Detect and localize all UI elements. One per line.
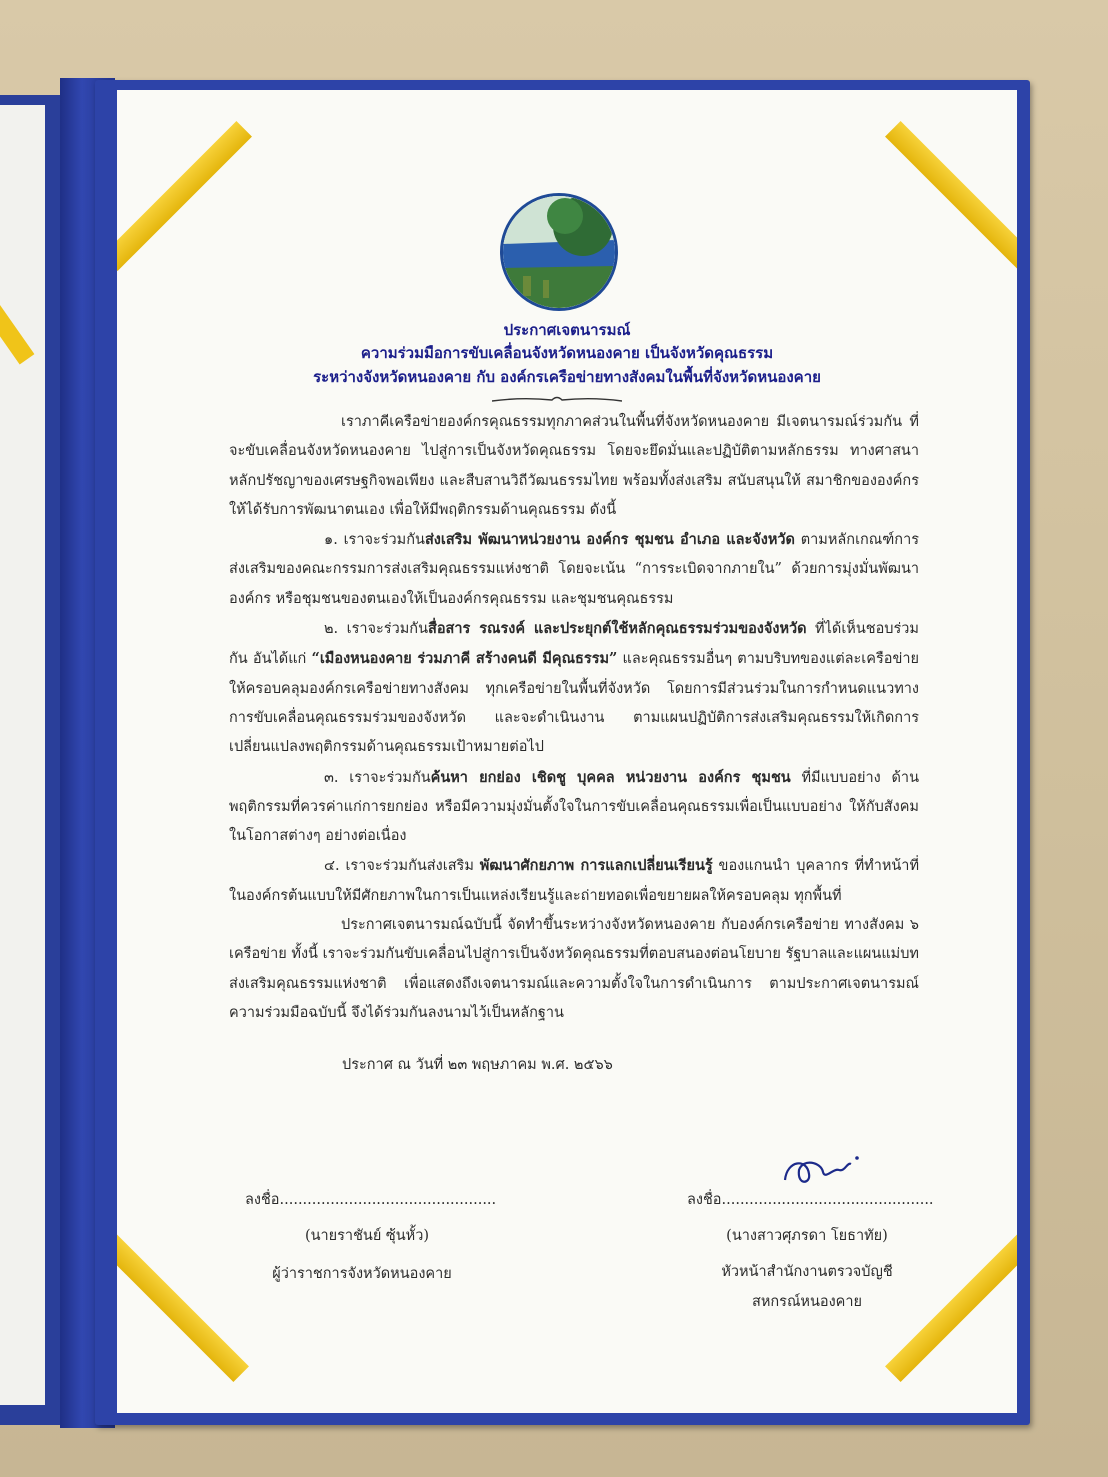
left-sign-line: ลงชื่อ............................................... (245, 1192, 497, 1208)
right-signer-name: (นางสาวศุภรดา โยธาทัย) (726, 1228, 888, 1244)
item-1-bold: ส่งเสริม พัฒนาหน่วยงาน องค์กร ชุมชน อำเภอ และจังหวัด (424, 531, 795, 549)
corner-ribbon-top-left (117, 121, 252, 271)
item-1-text: ตามหลักเกณฑ์การส่งเสริมของคณะกรรมการส่งเสริมคุณธรรมแห่งชาติ โดยจะเน้น “การระเบิดจากภายใน” ด้วยการมุ่งมั่นพัฒนาองค์กร หรือชุมชนของตนเองให้เป็นองค์กรคุณธรรม และชุมชนคุณธรรม (229, 532, 920, 607)
item-2 (229, 614, 919, 762)
item-3-lead: ๓. เราจะร่วมกัน (324, 769, 431, 786)
handwritten-signature (777, 1150, 867, 1190)
item-4-text: ของแกนนำ บุคลากร ที่ทำหน้าที่ในองค์กรต้นแบบให้มีศักยภาพในการเป็นแหล่งเรียนรู้และถ่ายทอดเพื่อขยายผลให้ครอบคลุม ทุกพื้นที่ (229, 858, 919, 904)
intro-paragraph: เราภาคีเครือข่ายองค์กรคุณธรรมทุกภาคส่วนในพื้นที่จังหวัดหนองคาย มีเจตนารมณ์ร่วมกัน ที่จะขับเคลื่อนจังหวัดหนองคาย ไปสู่การเป็นจังหวัดคุณธรรม โดยจะยึดมั่นและปฏิบัติตามหลักธรรม ทางศาสนา หลักปรัชญาของเศรษฐกิจพอเพียง และสืบสานวิถีวัฒนธรรมไทย พร้อมทั้งส่งเสริม สนับสนุนให้ สมาชิกขององค์กรให้ได้รับการพัฒนาตนเอง เพื่อให้มีพฤติกรรมด้านคุณธรรม ดังนี้ (229, 414, 919, 518)
corner-ribbon-top-right (885, 121, 1017, 271)
announcement-date: ประกาศ ณ วันที่ ๒๓ พฤษภาคม พ.ศ. ๒๕๖๖ (342, 1057, 613, 1073)
decorative-divider (492, 395, 622, 405)
closing-paragraph: ประกาศเจตนารมณ์ฉบับนี้ จัดทำขึ้นระหว่างจังหวัดหนองคาย กับองค์กรเครือข่าย ทางสังคม ๖ เครือข่าย ทั้งนี้ เราจะร่วมกันขับเคลื่อนไปสู่การเป็นจังหวัดคุณธรรมที่ตอบสนองต่อนโยบาย รัฐบาลและแผนแม่บทส่งเสริมคุณธรรมแห่งชาติ เพื่อแสดงถึงเจตนารมณ์และความตั้งใจในการดำเนินการ ตามประกาศเจตนารมณ์ความร่วมมือฉบับนี้ จึงได้ร่วมกันลงนามไว้เป็นหลักฐาน (229, 917, 919, 1021)
right-signer-position-1: หัวหน้าสำนักงานตรวจบัญชี (721, 1264, 893, 1280)
announcement-body (229, 408, 919, 1028)
left-signer-name: (นายราชันย์ ซุ้นหั้ว) (304, 1228, 430, 1244)
item-2-lead: ๒. เราจะร่วมกัน (324, 621, 428, 638)
right-signer-position-2: สหกรณ์หนองคาย (751, 1294, 863, 1310)
item-2-text: และคุณธรรมอื่นๆ ตามบริบทของแต่ละเครือข่าย ให้ครอบคลุมองค์กรเครือข่ายทางสังคม ทุกเครือข่ายในพื้นที่จังหวัด โดยการมีส่วนร่วมในการกำหนดแนวทางการขับเคลื่อนคุณธรรมร่วมของจังหวัด และจะดำเนินงาน ตามแผนปฏิบัติการส่งเสริมคุณธรรมให้เกิดการเปลี่ยนแปลงพฤติกรรมด้านคุณธรรมเป้าหมายต่อไป (229, 651, 920, 756)
item-2-bold: สื่อสาร รณรงค์ และประยุกต์ใช้หลักคุณธรรมร่วมของจังหวัด (427, 620, 807, 638)
item-1-lead: ๑. เราจะร่วมกัน (324, 532, 425, 549)
province-logo (500, 193, 618, 311)
item-4-bold: พัฒนาศักยภาพ การแลกเปลี่ยนเรียนรู้ (479, 857, 713, 875)
announcement-heading: ประกาศเจตนารมณ์ (503, 321, 631, 339)
item-3-text: ที่มีแบบอย่าง ด้านพฤติกรรมที่ควรค่าแก่การยกย่อง หรือมีความมุ่งมั่นตั้งใจในการขับเคลื่อนคุณธรรมเพื่อเป็นแบบอย่าง ให้กับสังคม ในโอกาสต่างๆ อย่างต่อเนื่อง (229, 769, 919, 845)
certificate-paper (117, 90, 1017, 1413)
certificate-folder-cover (95, 80, 1030, 1425)
item-3-bold: ค้นหา ยกย่อง เชิดชู บุคคล หน่วยงาน องค์กร ชุมชน (430, 768, 791, 786)
left-paper-edge (0, 105, 45, 1405)
announcement-subtitle: ความร่วมมือการขับเคลื่อนจังหวัดหนองคาย เป็นจังหวัดคุณธรรม (360, 344, 774, 362)
item-2-mid: ที่ได้เห็นชอบร่วมกัน อันได้แก่ (229, 621, 919, 668)
corner-ribbon-bottom-left (117, 1232, 249, 1382)
item-1 (229, 525, 919, 614)
item-4-lead: ๔. เราจะร่วมกันส่งเสริม (324, 858, 480, 875)
left-signer-position: ผู้ว่าราชการจังหวัดหนองคาย (272, 1266, 452, 1282)
item-3 (229, 763, 919, 852)
announcement-subtitle-2: ระหว่างจังหวัดหนองคาย กับ องค์กรเครือข่ายทางสังคมในพื้นที่จังหวัดหนองคาย (313, 368, 821, 386)
item-2-slogan: “เมืองหนองคาย ร่วมภาคี สร้างคนดี มีคุณธรรม” (311, 650, 618, 668)
right-sign-line: ลงชื่อ.............................................. (687, 1192, 934, 1208)
item-4 (229, 851, 919, 911)
